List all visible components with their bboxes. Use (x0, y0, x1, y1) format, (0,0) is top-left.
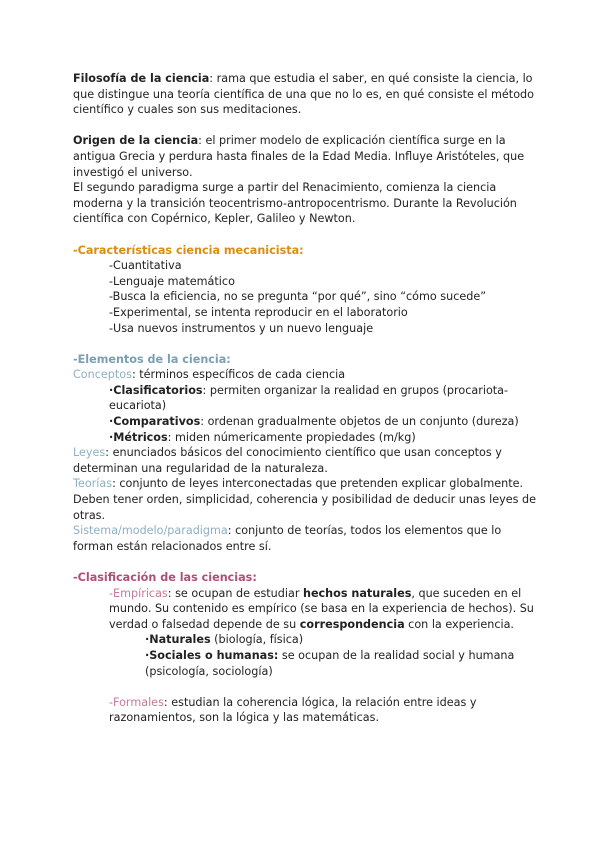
sistema-text: : conjunto de teorías, todos los elementos que lo forman están relacionados entre sí. (73, 524, 502, 553)
empiricas-term: -Empíricas (109, 586, 168, 600)
document-page (73, 71, 543, 726)
mecanicista-item: -Busca la eficiencia, no se pregunta “por qué”, sino “cómo sucede” (109, 290, 487, 304)
formales-text: : estudian la coherencia lógica, la relación entre ideas y razonamientos, son la lógica y las matemáticas. (109, 695, 477, 725)
formales-paragraph (73, 695, 543, 726)
origen-text: : el primer modelo de explicación científica surge en la antigua Grecia y perdura hasta finales de la Edad Media. Influye Aristóteles, que investigó el universo. (73, 134, 525, 179)
empiricas-text-1: : se ocupan de estudiar (167, 586, 303, 600)
origen-paragraph (73, 133, 543, 180)
conceptos-text: : términos específicos de cada ciencia (131, 368, 346, 382)
origen-term: Origen de la ciencia (73, 134, 199, 148)
mecanicista-item: -Lenguaje matemático (109, 274, 235, 288)
clasificatorios-item (73, 383, 543, 414)
mecanicista-heading: -Características ciencia mecanicista: (73, 243, 304, 257)
filosofia-paragraph (73, 71, 543, 118)
comparativos-term: ·Comparativos (109, 415, 201, 429)
mecanicista-item: -Experimental, se intenta reproducir en el laboratorio (109, 305, 408, 319)
sistema-paragraph (73, 523, 543, 554)
empiricas-text-2: , que suceden en el mundo. Su contenido es empírico (se basa en la experiencia de hechos). Su verdad o falsedad depende de su (109, 586, 534, 631)
comparativos-text: : ordenan gradualmente objetos de un conjunto (dureza) (200, 415, 519, 429)
empiricas-bold-1: hechos naturales (303, 586, 412, 600)
sociales-text: se ocupan de la realidad social y humana (psicología, sociología) (145, 648, 515, 678)
empiricas-text-3: con la experiencia. (404, 617, 514, 631)
segundo-paradigma-paragraph: El segundo paradigma surge a partir del Renacimiento, comienza la ciencia moderna y la transición teocentrismo-antropocentrismo. Durante la Revolución científica con Copérnico, Kepler, Galileo y Newton. (73, 181, 517, 226)
filosofia-term: Filosofía de la ciencia (73, 72, 210, 85)
naturales-item (73, 632, 543, 648)
comparativos-item (73, 414, 543, 430)
leyes-term: Leyes (73, 446, 106, 460)
conceptos-term: Conceptos (73, 368, 132, 382)
elementos-heading: -Elementos de la ciencia: (73, 352, 231, 366)
leyes-text: : enunciados básicos del conocimiento científico que usan conceptos y determinan una regularidad de la naturaleza. (73, 446, 502, 475)
sociales-item (73, 648, 543, 679)
empiricas-bold-2: correspondencia (299, 617, 405, 631)
leyes-paragraph (73, 445, 543, 476)
metricos-text: : miden númericamente propiedades (m/kg) (167, 430, 416, 444)
formales-term: -Formales (109, 695, 164, 709)
clasificatorios-text: : permiten organizar la realidad en grupos (procariota-eucariota) (109, 383, 509, 413)
teorias-text: : conjunto de leyes interconectadas que pretenden explicar globalmente. Deben tener orden, simplicidad, coherencia y posibilidad de deducir unas leyes de otras. (73, 477, 537, 522)
empiricas-paragraph (73, 586, 543, 633)
teorias-paragraph (73, 476, 543, 523)
metricos-item (73, 430, 543, 446)
conceptos-paragraph (73, 367, 543, 383)
naturales-term: ·Naturales (145, 633, 211, 647)
filosofia-text: : rama que estudia el saber, en qué consiste la ciencia, lo que distingue una teoría científica de una que no lo es, en qué consiste el método científico y cuales son sus meditaciones. (73, 72, 534, 117)
metricos-term: ·Métricos (109, 430, 168, 444)
clasificatorios-term: ·Clasificatorios (109, 383, 203, 397)
mecanicista-item: -Cuantitativa (109, 259, 182, 273)
clasificacion-heading: -Clasificación de las ciencias: (73, 571, 257, 584)
naturales-text: (biología, física) (210, 633, 304, 647)
sistema-term: Sistema/modelo/paradigma (73, 524, 228, 538)
sociales-term: ·Sociales o humanas: (145, 648, 279, 662)
mecanicista-item: -Usa nuevos instrumentos y un nuevo lenguaje (109, 321, 374, 335)
teorias-term: Teorías (73, 477, 113, 491)
